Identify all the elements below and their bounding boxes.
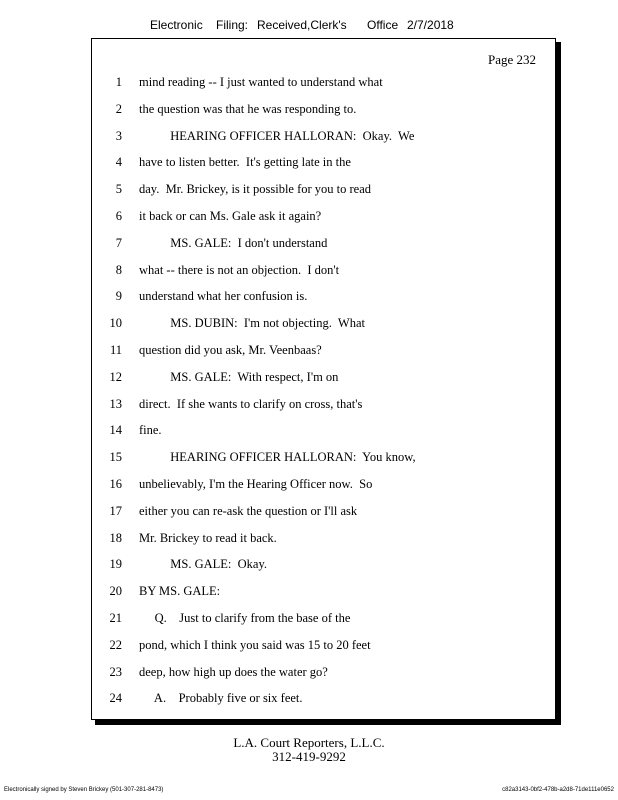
line-text: fine.	[139, 423, 162, 438]
transcript-line	[92, 611, 557, 631]
transcript-line	[92, 531, 557, 551]
transcript-line	[92, 129, 557, 149]
transcript-line	[92, 316, 557, 336]
line-number: 24	[109, 691, 122, 706]
transcript-line	[92, 102, 557, 122]
line-number: 3	[115, 128, 122, 143]
line-text: MS. GALE: I don't understand	[139, 235, 328, 250]
line-text: HEARING OFFICER HALLORAN: Okay. We	[139, 128, 415, 143]
transcript-line	[92, 665, 557, 685]
transcript-line	[92, 75, 557, 95]
line-text: A. Probably five or six feet.	[139, 691, 303, 706]
line-text: either you can re-ask the question or I'll ask	[139, 503, 358, 518]
line-number: 4	[115, 155, 122, 170]
line-text: HEARING OFFICER HALLORAN: You know,	[139, 450, 416, 465]
line-text: it back or can Ms. Gale ask it again?	[139, 209, 322, 223]
line-number: 22	[109, 637, 122, 652]
line-number: 5	[115, 182, 122, 197]
line-text: MS. DUBIN: I'm not objecting. What	[139, 316, 365, 331]
line-text: mind reading -- I just wanted to understand what	[139, 75, 383, 89]
line-number: 10	[109, 316, 122, 331]
line-number: 6	[115, 209, 122, 223]
line-number: 9	[115, 289, 122, 304]
footer-phone: 312-419-9292	[272, 749, 346, 764]
transcript-line	[92, 263, 557, 283]
transcript-line	[92, 638, 557, 658]
line-number: 8	[115, 262, 122, 277]
transcript-line	[92, 155, 557, 175]
transcript-line	[92, 504, 557, 524]
transcript-line	[92, 584, 557, 604]
line-text: unbelievably, I'm the Hearing Officer now. So	[139, 477, 373, 491]
line-text: question did you ask, Mr. Veenbaas?	[139, 343, 322, 357]
header-word-office: Office	[367, 18, 399, 32]
header-word-electronic: Electronic	[150, 18, 203, 32]
transcript-line	[92, 691, 557, 711]
line-text: Mr. Brickey to read it back.	[139, 530, 277, 545]
transcript-line	[92, 477, 557, 497]
line-number: 19	[109, 557, 122, 572]
line-text: BY MS. GALE:	[139, 584, 221, 599]
line-text: pond, which I think you said was 15 to 20 feet	[139, 637, 371, 652]
footer-company: L.A. Court Reporters, L.L.C.	[233, 735, 385, 750]
line-number: 16	[109, 477, 122, 491]
page-number: Page 232	[487, 52, 536, 67]
line-number: 13	[109, 396, 122, 411]
transcript-line	[92, 370, 557, 390]
line-number: 15	[109, 450, 122, 465]
document-hash: c82a3143-0bf2-478b-a2d8-71de111e0652	[502, 787, 614, 793]
line-text: what -- there is not an objection. I don't	[139, 262, 340, 277]
filing-stamp-header	[0, 18, 618, 38]
transcript-line	[92, 209, 557, 229]
line-text: understand what her confusion is.	[139, 289, 308, 304]
transcript-line	[92, 182, 557, 202]
line-number: 2	[115, 101, 122, 116]
header-word-received: Received,Clerk's	[257, 18, 347, 32]
line-number: 11	[109, 343, 122, 357]
line-number: 23	[109, 664, 122, 679]
line-text: day. Mr. Brickey, is it possible for you to read	[139, 182, 372, 197]
line-text: deep, how high up does the water go?	[139, 664, 328, 679]
line-text: MS. GALE: Okay.	[139, 557, 268, 572]
transcript-line	[92, 423, 557, 443]
transcript-line	[92, 236, 557, 256]
transcript-line	[92, 397, 557, 417]
line-number: 18	[109, 530, 122, 545]
header-word-filing: Filing:	[216, 18, 249, 32]
line-number: 17	[109, 503, 122, 518]
line-text: MS. GALE: With respect, I'm on	[139, 369, 339, 384]
line-text: the question was that he was responding to.	[139, 101, 357, 116]
transcript-line	[92, 343, 557, 363]
header-date: 2/7/2018	[407, 18, 454, 32]
transcript-line	[92, 557, 557, 577]
line-number: 12	[109, 369, 122, 384]
transcript-line	[92, 450, 557, 470]
signature-note: Electronically signed by Steven Brickey (501-307-281-8473)	[4, 787, 164, 793]
line-number: 14	[109, 423, 122, 438]
line-number: 20	[109, 584, 122, 599]
line-number: 7	[115, 235, 122, 250]
line-text: have to listen better. It's getting late in the	[139, 155, 351, 170]
transcript-line	[92, 289, 557, 309]
line-number: 1	[115, 75, 122, 89]
line-text: direct. If she wants to clarify on cross, that's	[139, 396, 363, 411]
line-number: 21	[109, 611, 122, 625]
transcript-page	[91, 38, 556, 720]
line-text: Q. Just to clarify from the base of the	[139, 611, 351, 625]
